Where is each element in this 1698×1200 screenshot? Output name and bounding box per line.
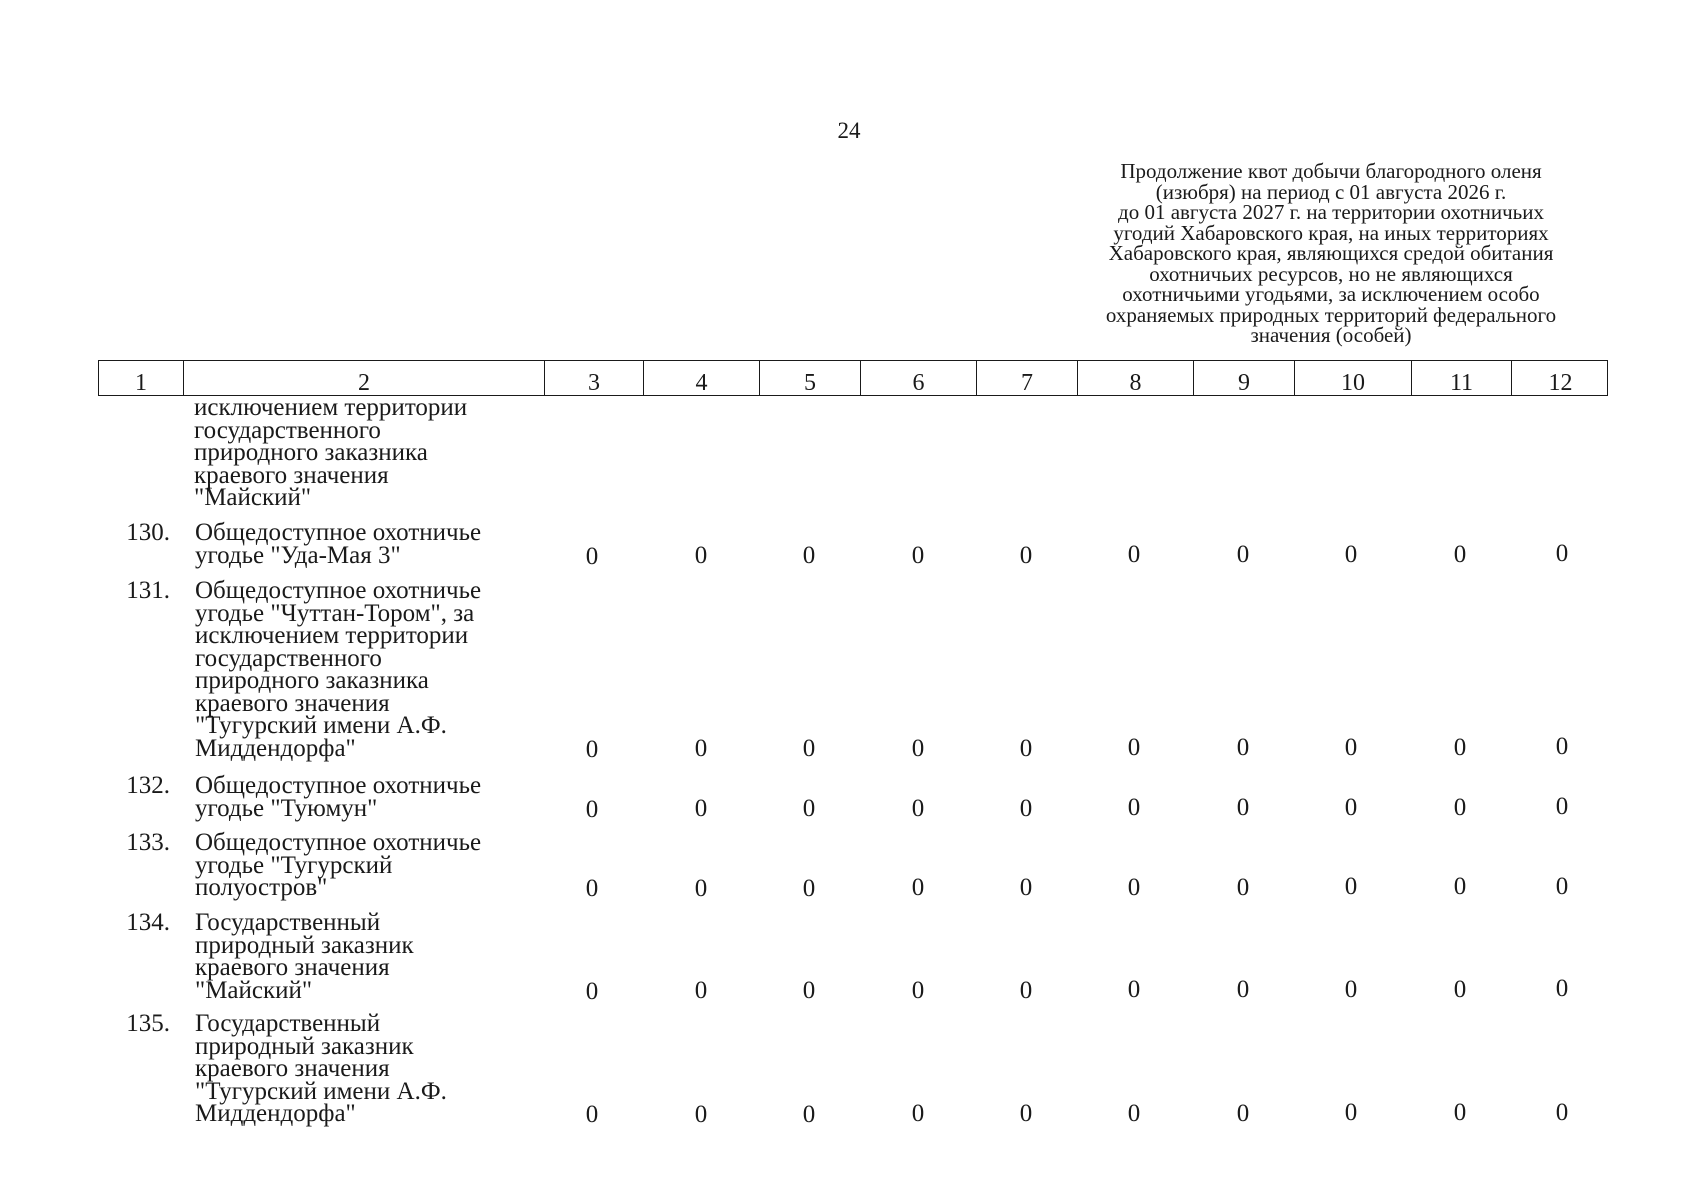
column-header-2: 2 xyxy=(183,361,544,395)
row-name xyxy=(195,772,555,822)
row-name-line: Общедоступное охотничье xyxy=(195,772,482,799)
cell-value: 0 xyxy=(694,874,708,902)
cell-value: 0 xyxy=(802,874,816,902)
column-header-6: 6 xyxy=(860,361,976,395)
column-header-3: 3 xyxy=(544,361,643,395)
row-number: 133. xyxy=(126,829,170,856)
row-name xyxy=(195,829,555,901)
cell-value: 0 xyxy=(1019,794,1033,822)
cell-value: 0 xyxy=(1127,873,1141,901)
cell-value: 0 xyxy=(911,734,925,762)
cell-value: 0 xyxy=(1555,793,1569,821)
caption-line: угодий Хабаровского края, на иных территориях xyxy=(1113,220,1549,245)
continuation-line: "Майский" xyxy=(194,484,312,511)
cell-value: 0 xyxy=(1453,733,1467,761)
row-name-line: исключением территории xyxy=(195,622,469,649)
continuation-line: природного заказника xyxy=(194,439,428,466)
row-number: 134. xyxy=(126,909,170,936)
cell-value: 0 xyxy=(1453,873,1467,900)
cell-value: 0 xyxy=(1127,1099,1141,1127)
cell-value: 0 xyxy=(1019,874,1033,901)
row-name-line: Общедоступное охотничье xyxy=(195,519,482,546)
caption-line: охотничьими угодьями, за исключением особо xyxy=(1122,282,1540,306)
row-name-line: угодье "Тугурский xyxy=(195,851,393,879)
continued-row-text xyxy=(194,394,468,511)
row-name-line: "Тугурский имени А.Ф. xyxy=(195,1077,447,1105)
cell-value: 0 xyxy=(1127,794,1141,822)
row-name-line: краевого значения xyxy=(195,689,390,717)
cell-value: 0 xyxy=(911,976,925,1004)
row-number: 132. xyxy=(126,772,170,799)
cell-value: 0 xyxy=(585,1101,599,1128)
caption-line: (изюбря) на период с 01 августа 2026 г. xyxy=(1155,179,1507,204)
row-name xyxy=(195,519,555,569)
row-name-line: Миддендорфа" xyxy=(195,1100,356,1127)
cell-value: 0 xyxy=(1344,975,1358,1003)
cell-value: 0 xyxy=(1236,1099,1250,1127)
cell-value: 0 xyxy=(1453,1099,1467,1126)
cell-value: 0 xyxy=(1127,734,1141,762)
row-name xyxy=(195,1010,555,1127)
cell-value: 0 xyxy=(1555,1098,1569,1126)
continuation-line: краевого значения xyxy=(194,461,389,489)
cell-value: 0 xyxy=(802,735,816,762)
cell-value: 0 xyxy=(1344,793,1358,821)
cell-value: 0 xyxy=(1236,794,1250,821)
row-number: 131. xyxy=(126,577,170,604)
row-name-line: краевого значения xyxy=(195,1055,390,1082)
caption-line: охраняемых природных территорий федерального xyxy=(1105,302,1557,327)
cell-value: 0 xyxy=(1344,873,1358,901)
continuation-line: исключением территории xyxy=(194,394,468,421)
row-name-line: природный заказник xyxy=(195,931,414,959)
column-header-8: 8 xyxy=(1077,361,1193,395)
row-number: 135. xyxy=(126,1010,170,1037)
cell-value: 0 xyxy=(1019,976,1033,1004)
row-name-line: "Майский" xyxy=(195,976,313,1004)
caption-line: Продолжение квот добычи благородного оленя xyxy=(1120,159,1542,183)
cell-value: 0 xyxy=(694,1100,708,1128)
cell-value: 0 xyxy=(1555,975,1569,1003)
cell-value: 0 xyxy=(1019,1100,1033,1127)
cell-value: 0 xyxy=(585,875,599,902)
table-caption xyxy=(1046,161,1616,346)
column-header-4: 4 xyxy=(643,361,759,395)
table-header-row xyxy=(98,360,1608,396)
row-name-line: угодье "Туюмун" xyxy=(195,794,378,822)
row-name-line: угодье "Чуттан-Тором", за xyxy=(195,599,475,627)
cell-value: 0 xyxy=(1453,793,1467,821)
caption-line: Хабаровского края, являющихся средой обитания xyxy=(1108,241,1554,265)
column-header-11: 11 xyxy=(1411,361,1511,395)
column-header-5: 5 xyxy=(759,361,860,395)
row-name-line: угодье "Уда-Мая 3" xyxy=(195,541,401,569)
column-header-7: 7 xyxy=(976,361,1077,395)
column-header-12: 12 xyxy=(1511,361,1609,395)
caption-line: охотничьих ресурсов, но не являющихся xyxy=(1149,261,1513,286)
cell-value: 0 xyxy=(1555,540,1569,568)
cell-value: 0 xyxy=(802,542,816,569)
cell-value: 0 xyxy=(911,1100,925,1128)
row-name-line: "Тугурский имени А.Ф. xyxy=(195,712,447,739)
cell-value: 0 xyxy=(802,1100,816,1128)
cell-value: 0 xyxy=(1019,734,1033,762)
cell-value: 0 xyxy=(911,541,925,569)
cell-value: 0 xyxy=(802,977,816,1004)
caption-line: до 01 августа 2027 г. на территории охотничьих xyxy=(1118,200,1544,224)
cell-value: 0 xyxy=(1236,976,1250,1003)
cell-value: 0 xyxy=(694,735,708,763)
row-name-line: полуостров" xyxy=(195,874,328,901)
cell-value: 0 xyxy=(1344,733,1358,761)
cell-value: 0 xyxy=(1555,872,1569,900)
cell-value: 0 xyxy=(585,977,599,1005)
cell-value: 0 xyxy=(1236,541,1250,568)
row-name-line: природный заказник xyxy=(195,1032,414,1060)
cell-value: 0 xyxy=(1453,540,1467,568)
row-name-line: Государственный xyxy=(195,909,381,936)
row-name-line: природного заказника xyxy=(195,667,429,694)
cell-value: 0 xyxy=(911,794,925,822)
page-number: 24 xyxy=(837,118,861,143)
cell-value: 0 xyxy=(1236,873,1250,901)
cell-value: 0 xyxy=(1555,733,1569,761)
cell-value: 0 xyxy=(694,542,708,570)
row-name-line: Миддендорфа" xyxy=(195,734,356,762)
cell-value: 0 xyxy=(1344,1099,1358,1127)
row-name-line: Общедоступное охотничье xyxy=(195,829,482,856)
caption-line: значения (особей) xyxy=(1250,323,1412,347)
row-name-line: краевого значения xyxy=(195,954,390,981)
row-name-line: Государственный xyxy=(195,1010,381,1037)
cell-value: 0 xyxy=(585,735,599,763)
cell-value: 0 xyxy=(802,795,816,822)
cell-value: 0 xyxy=(1453,975,1467,1003)
cell-value: 0 xyxy=(694,795,708,823)
cell-value: 0 xyxy=(585,542,599,570)
row-name-line: Общедоступное охотничье xyxy=(195,577,482,604)
row-number: 130. xyxy=(126,519,170,546)
column-header-9: 9 xyxy=(1193,361,1294,395)
cell-value: 0 xyxy=(1344,540,1358,568)
column-header-1: 1 xyxy=(135,370,147,396)
cell-value: 0 xyxy=(911,874,925,902)
row-name xyxy=(195,909,555,1004)
column-header-10: 10 xyxy=(1294,361,1411,395)
row-name xyxy=(195,577,555,762)
cell-value: 0 xyxy=(1127,541,1141,569)
cell-value: 0 xyxy=(585,795,599,823)
cell-value: 0 xyxy=(694,977,708,1005)
cell-value: 0 xyxy=(1127,976,1141,1004)
cell-value: 0 xyxy=(1019,541,1033,569)
row-name-line: государственного xyxy=(195,644,382,672)
cell-value: 0 xyxy=(1236,734,1250,761)
continuation-line: государственного xyxy=(194,416,381,444)
